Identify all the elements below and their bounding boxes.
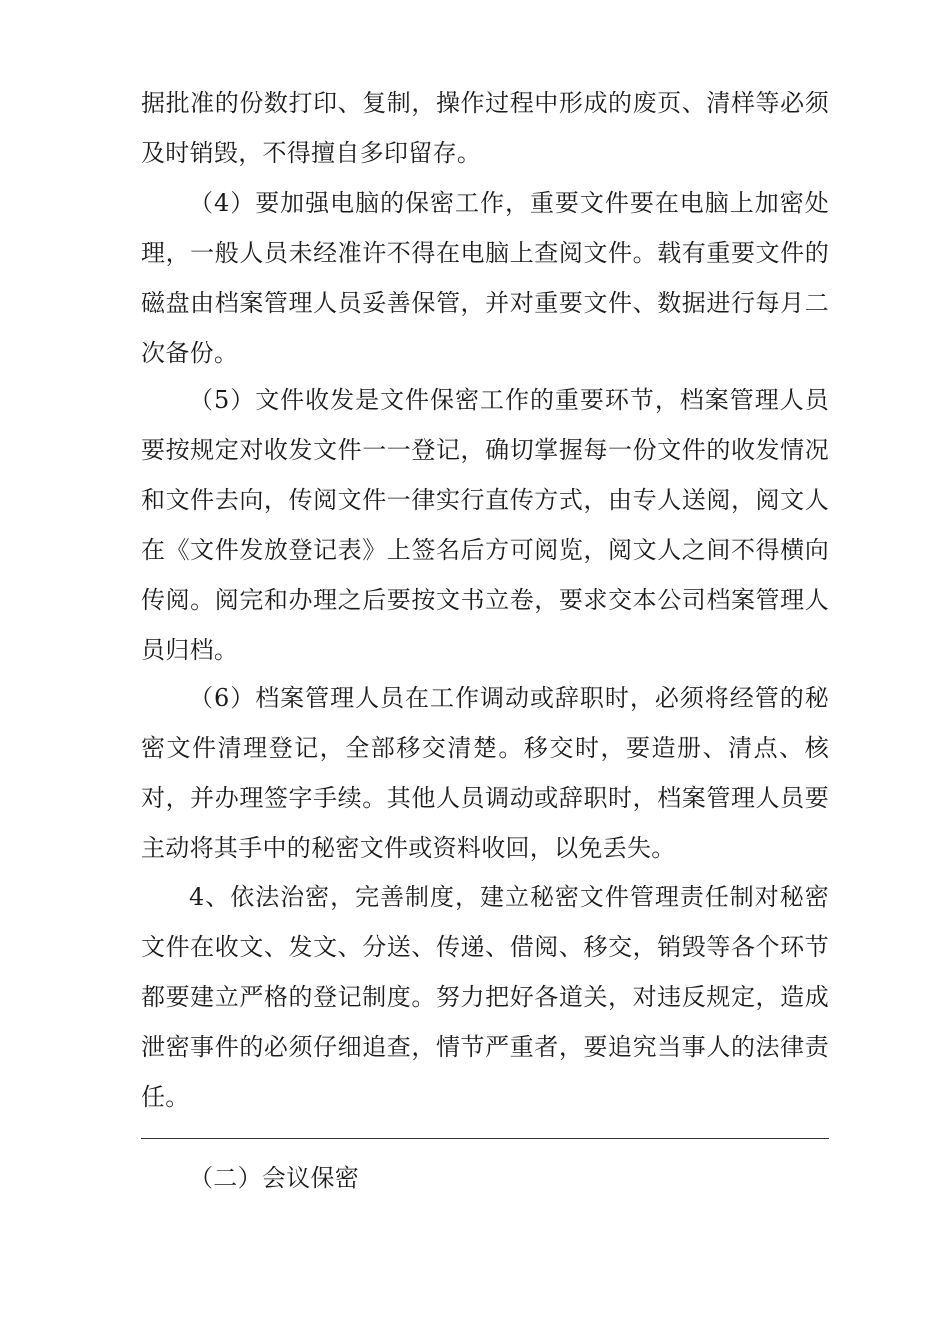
paragraph-continuation: 据批准的份数打印、复制，操作过程中形成的废页、清样等必须及时销毁，不得擅自多印留存。	[141, 89, 829, 167]
horizontal-divider	[141, 1138, 829, 1139]
paragraph-item-4: （4）要加强电脑的保密工作，重要文件要在电脑上加密处理，一般人员未经准许不得在电脑上查阅文件。载有重要文件的磁盘由档案管理人员妥善保管，并对重要文件、数据进行每月二次备份。	[141, 189, 829, 367]
section-heading: （二）会议保密	[189, 1164, 360, 1192]
paragraph-item-6: （6）档案管理人员在工作调动或辞职时，必须将经管的秘密文件清理登记，全部移交清楚。移交时，要造册、清点、核对，并办理签字手续。其他人员调动或辞职时，档案管理人员要主动将其手中的秘密文件或资料收回，以免丢失。	[141, 684, 829, 862]
paragraph-item-5: （5）文件收发是文件保密工作的重要环节，档案管理人员要按规定对收发文件一一登记，确切掌握每一份文件的收发情况和文件去向，传阅文件一律实行直传方式，由专人送阅，阅文人在《文件发放登记表》上签名后方可阅览，阅文人之间不得横向传阅。阅完和办理之后要按文书立卷，要求交本公司档案管理人员归档。	[141, 386, 829, 664]
paragraph-section-4: 4、依法治密，完善制度，建立秘密文件管理责任制对秘密文件在收文、发文、分送、传递、借阅、移交，销毁等各个环节都要建立严格的登记制度。努力把好各道关，对违反规定，造成泄密事件的必须仔细追查，情节严重者，要追究当事人的法律责任。	[141, 883, 829, 1111]
